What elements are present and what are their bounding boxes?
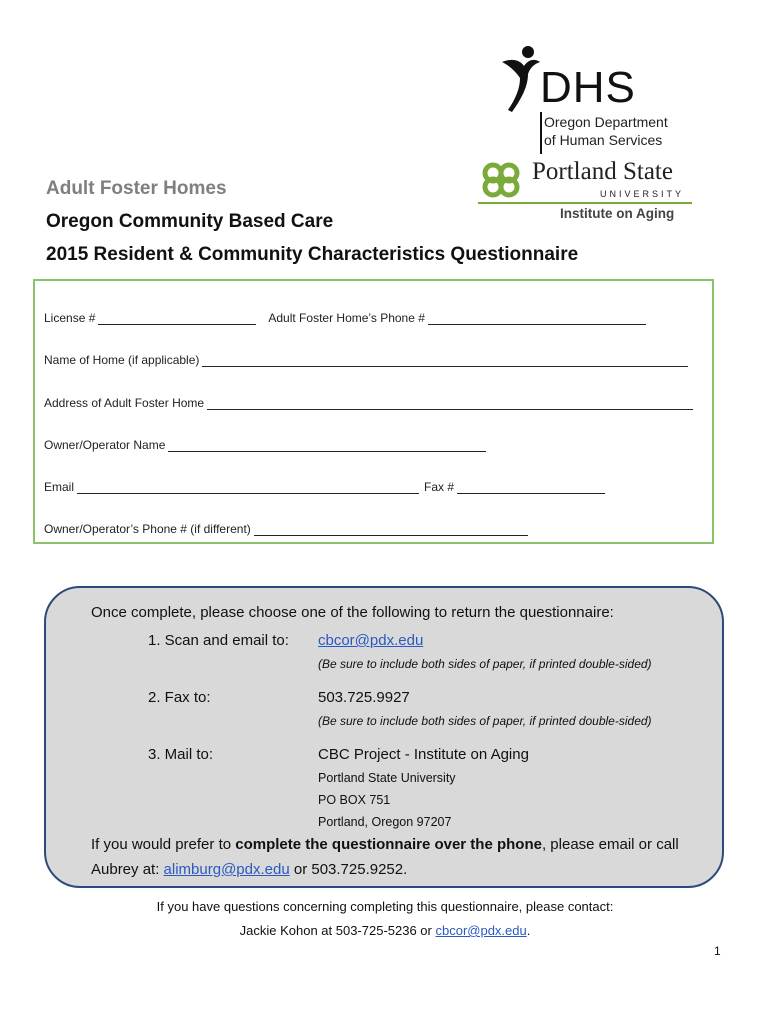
aubrey-post: or 503.725.9252.: [289, 861, 408, 878]
option-3-label: 3. Mail to:: [148, 746, 214, 763]
return-instructions-box: [44, 586, 724, 888]
mail-recipient: CBC Project - Institute on Aging: [318, 746, 529, 763]
email-field[interactable]: [77, 481, 419, 494]
phone-option-post: , please email or call: [541, 836, 679, 853]
name-row: [44, 351, 688, 367]
phone-option-text: [91, 836, 679, 853]
psu-name: Portland State: [532, 158, 673, 185]
address-field[interactable]: [207, 397, 693, 410]
address-row: [44, 394, 693, 410]
footer-email-link[interactable]: cbcor@pdx.edu: [435, 923, 527, 938]
license-field[interactable]: [98, 312, 256, 325]
phone-option-bold: complete the questionnaire over the phone: [235, 836, 542, 853]
address-line-1: Portland State University: [318, 771, 456, 785]
fax-label: Fax #: [424, 480, 455, 494]
option-1-label: 1. Scan and email to:: [148, 632, 289, 649]
footer-contact-post: .: [526, 923, 531, 938]
home-phone-label: Adult Foster Home’s Phone #: [268, 311, 425, 325]
psu-knot-icon: [478, 160, 524, 200]
license-label: License #: [44, 311, 96, 325]
footer-contact-line: [0, 923, 770, 938]
return-intro: Once complete, please choose one of the following to return the questionnaire:: [91, 604, 614, 621]
owner-name-field[interactable]: [168, 439, 486, 452]
heading-org: Oregon Community Based Care: [46, 211, 334, 232]
footer-contact-intro: If you have questions concerning completing this questionnaire, please contact:: [156, 899, 614, 914]
email-label: Email: [44, 480, 75, 494]
dhs-org-line-1: Oregon Department: [544, 114, 668, 130]
home-name-field[interactable]: [202, 354, 688, 367]
fax-number: 503.725.9927: [318, 689, 410, 706]
address-line-2: PO BOX 751: [318, 793, 391, 807]
owner-phone-field[interactable]: [254, 523, 528, 536]
psu-logo: [478, 156, 692, 226]
fax-field[interactable]: [457, 481, 605, 494]
scan-email-link[interactable]: cbcor@pdx.edu: [318, 632, 424, 649]
owner-phone-row: [44, 520, 528, 536]
psu-university: UNIVERSITY: [600, 189, 685, 199]
aubrey-email-link[interactable]: alimburg@pdx.edu: [163, 861, 290, 878]
option-2-label: 2. Fax to:: [148, 689, 211, 706]
owner-name-label: Owner/Operator Name: [44, 438, 166, 452]
psu-institute: Institute on Aging: [560, 206, 675, 221]
page-number: 1: [714, 944, 721, 958]
address-label: Address of Adult Foster Home: [44, 396, 205, 410]
dhs-logo: [498, 44, 698, 154]
home-name-label: Name of Home (if applicable): [44, 353, 200, 367]
dhs-letters: DHS: [540, 63, 636, 112]
option-1-note: (Be sure to include both sides of paper, if printed double-sided): [318, 657, 652, 671]
footer-contact-pre: Jackie Kohon at 503-725-5236 or: [239, 923, 436, 938]
license-row: [44, 309, 646, 325]
contact-form-box: [33, 279, 714, 544]
email-row: [44, 478, 605, 494]
dhs-figure-icon: [498, 44, 542, 114]
home-phone-field[interactable]: [428, 312, 646, 325]
aubrey-contact: [91, 861, 407, 878]
address-line-3: Portland, Oregon 97207: [318, 815, 452, 829]
owner-phone-label: Owner/Operator’s Phone # (if different): [44, 522, 251, 536]
heading-adult-foster-homes: Adult Foster Homes: [46, 178, 227, 199]
aubrey-pre: Aubrey at:: [91, 861, 164, 878]
option-2-note: (Be sure to include both sides of paper, if printed double-sided): [318, 714, 652, 728]
dhs-org-line-2: of Human Services: [544, 132, 663, 148]
phone-option-pre: If you would prefer to: [91, 836, 236, 853]
owner-row: [44, 436, 486, 452]
page-title: 2015 Resident & Community Characteristics Questionnaire: [46, 244, 579, 265]
